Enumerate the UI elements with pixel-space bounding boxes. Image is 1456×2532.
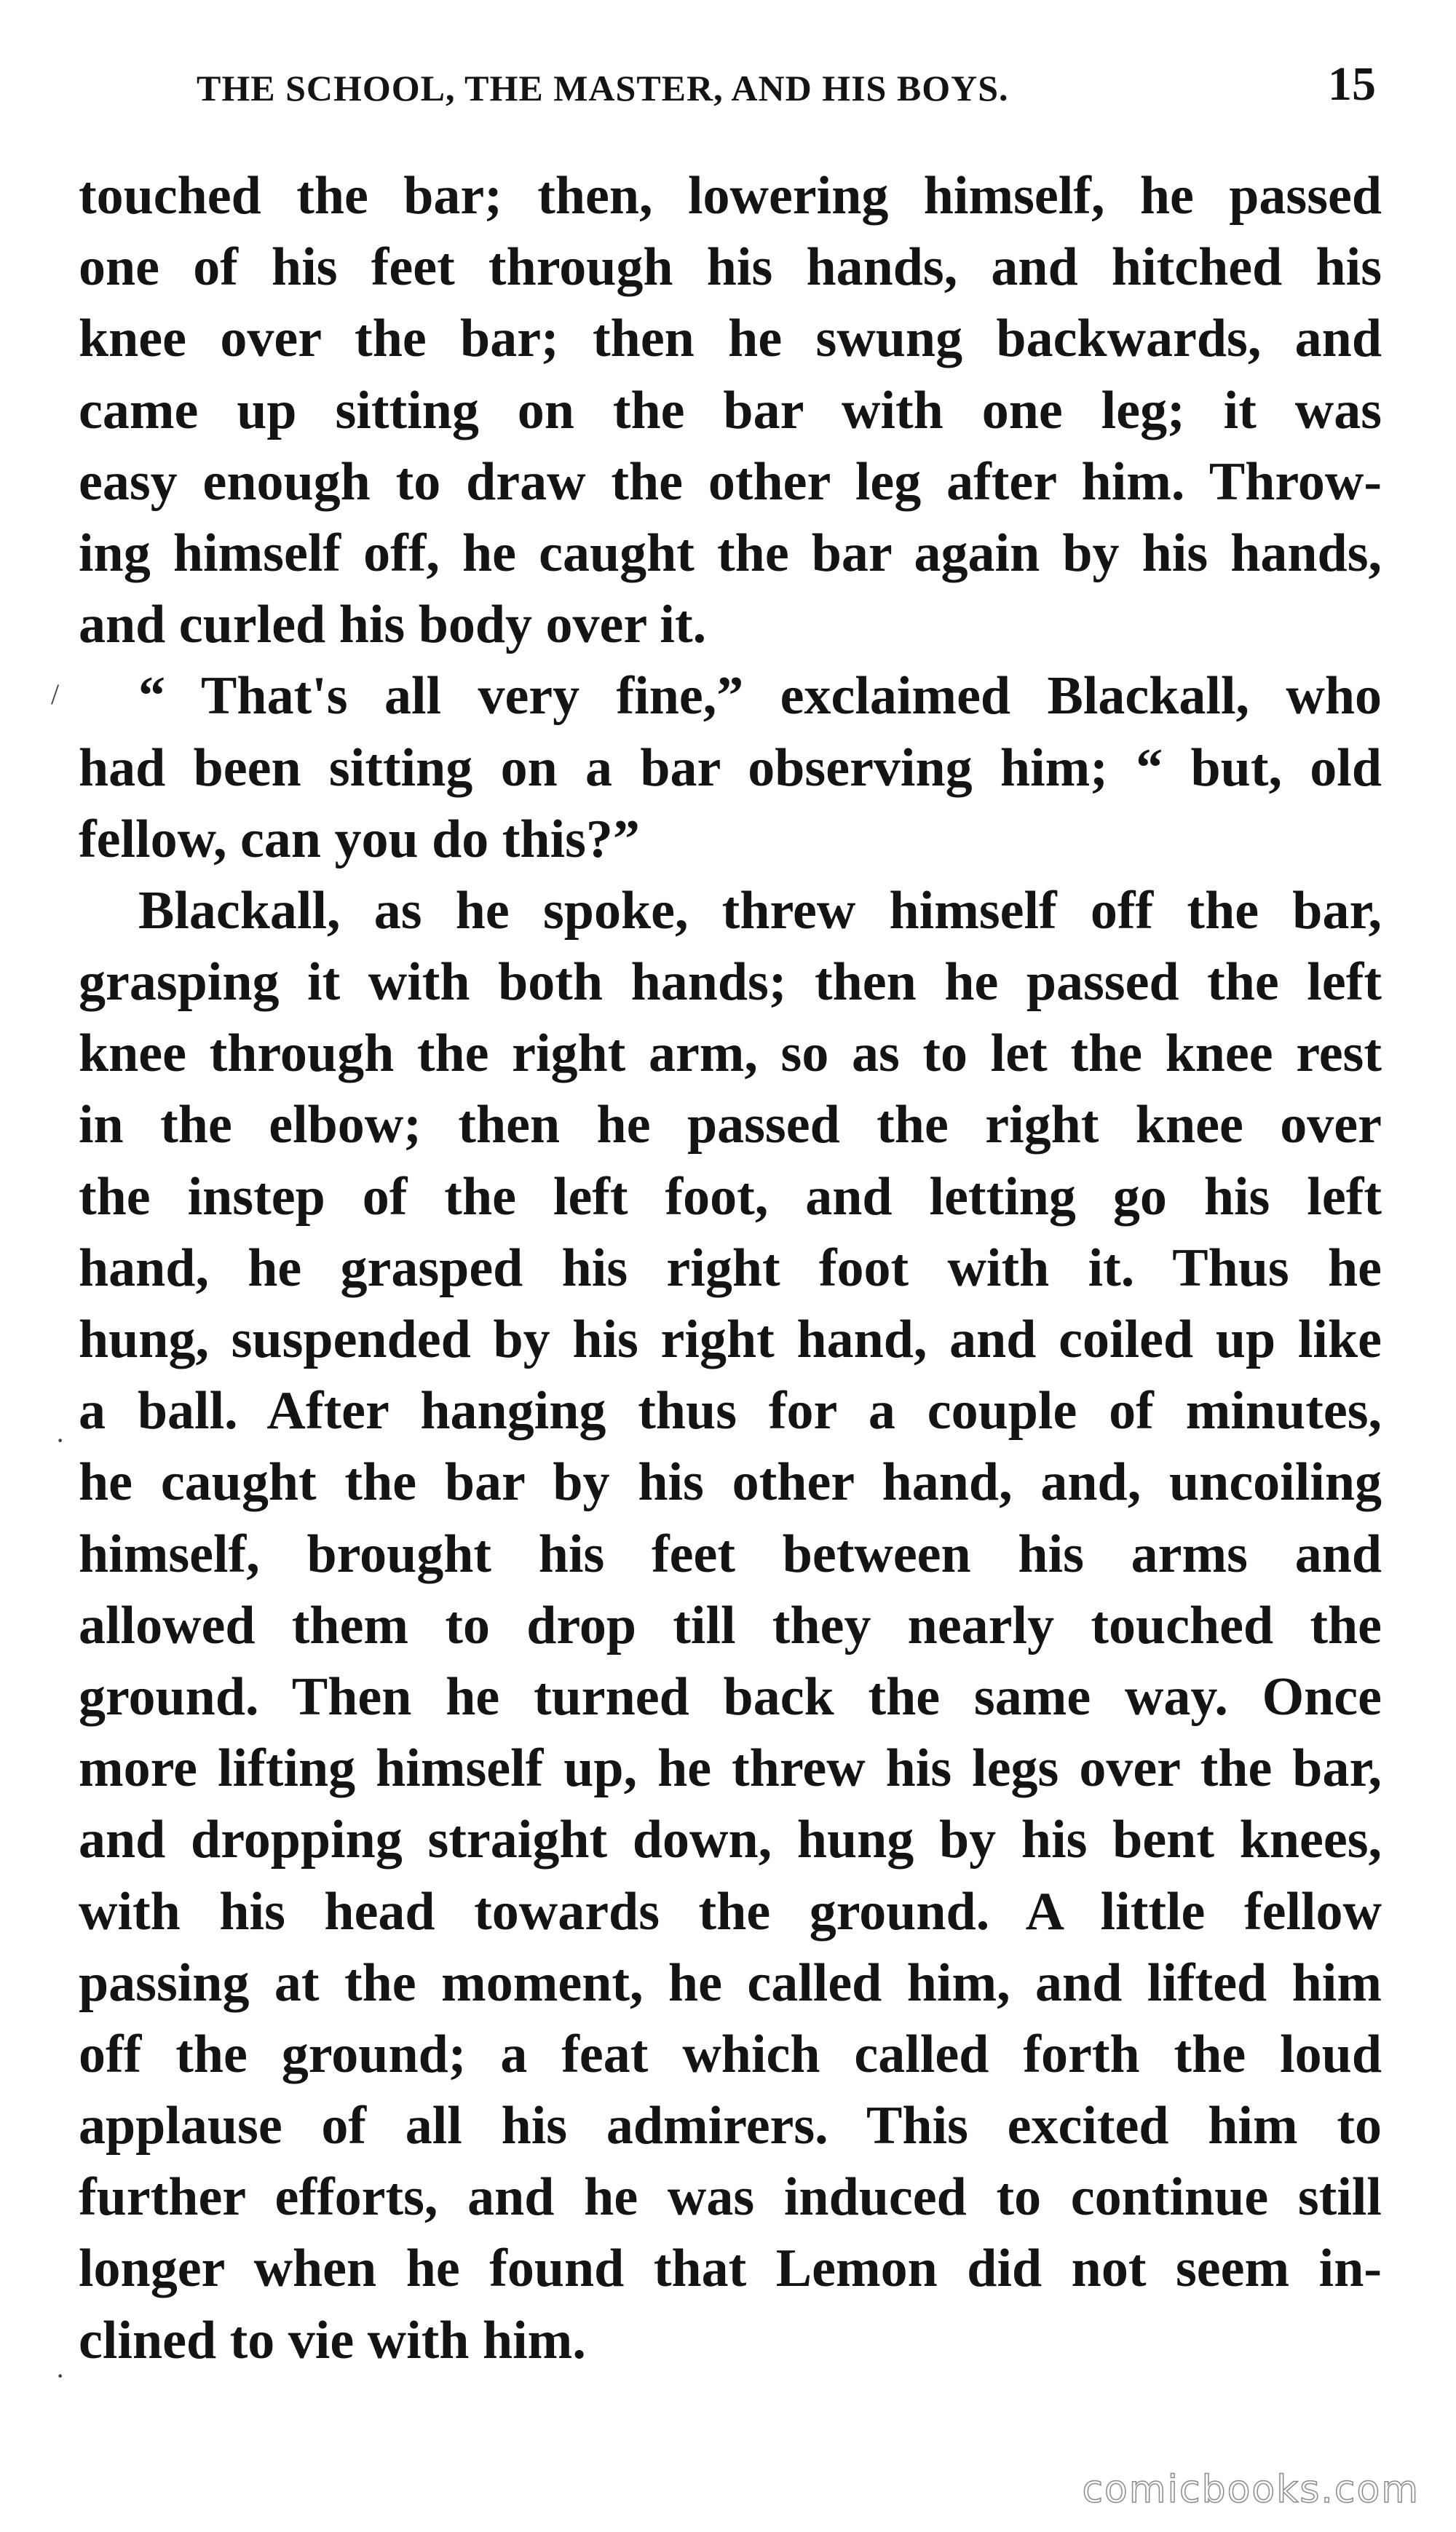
text-line: ground. Then he turned back the same way. Once: [79, 1666, 1382, 1727]
text-line: one of his feet through his hands, and hitched his: [79, 237, 1382, 298]
margin-mark: ·: [55, 1424, 66, 1457]
text-line: the instep of the left foot, and letting go his left: [79, 1166, 1382, 1227]
text-line: and dropping straight down, hung by his bent knees,: [79, 1810, 1382, 1870]
text-line: a ball. After hanging thus for a couple of minutes,: [79, 1381, 1382, 1441]
text-line: he caught the bar by his other hand, and, uncoiling: [79, 1452, 1382, 1513]
text-line: in the elbow; then he passed the right knee over: [79, 1095, 1382, 1155]
text-line: off the ground; a feat which called forth the loud: [79, 2024, 1382, 2084]
running-head-title: THE SCHOOL, THE MASTER, AND HIS BOYS.: [197, 68, 1009, 108]
text-line: knee over the bar; then he swung backwards, and: [79, 309, 1382, 369]
text-line: came up sitting on the bar with one leg; it was: [79, 380, 1382, 440]
text-line: himself, brought his feet between his arms and: [79, 1524, 1382, 1584]
text-line: had been sitting on a bar observing him; “ but, old: [79, 737, 1382, 798]
text-line: allowed them to drop till they nearly touched the: [79, 1595, 1382, 1655]
text-line: easy enough to draw the other leg after him. Throw-: [79, 451, 1382, 512]
text-line: “ That's all very fine,” exclaimed Blackall, who: [138, 666, 1382, 727]
text-line: Blackall, as he spoke, threw himself off the bar,: [138, 880, 1382, 941]
text-line: ing himself off, he caught the bar again by his hands,: [79, 523, 1382, 583]
text-line: more lifting himself up, he threw his legs over the bar,: [79, 1738, 1382, 1799]
watermark-logo: comicbooks.com: [1082, 2468, 1420, 2512]
text-line: fellow, can you do this?”: [79, 809, 640, 869]
text-line: applause of all his admirers. This excited him to: [79, 2096, 1382, 2156]
margin-mark: /: [51, 678, 60, 711]
text-line: clined to vie with him.: [79, 2310, 586, 2370]
margin-mark: ·: [55, 2359, 66, 2392]
page-number: 15: [1328, 58, 1376, 111]
text-line: and curled his body over it.: [79, 595, 707, 655]
text-line: hung, suspended by his right hand, and coiled up like: [79, 1310, 1382, 1369]
text-line: grasping it with both hands; then he passed the left: [79, 952, 1382, 1013]
running-head: [197, 57, 1376, 122]
text-line: passing at the moment, he called him, and lifted him: [79, 1953, 1382, 2013]
text-line: with his head towards the ground. A little fellow: [79, 1881, 1382, 1942]
text-line: longer when he found that Lemon did not seem in-: [79, 2239, 1382, 2299]
text-line: touched the bar; then, lowering himself, he passed: [79, 166, 1382, 226]
text-line: further efforts, and he was induced to continue still: [79, 2167, 1382, 2228]
text-line: knee through the right arm, so as to let the knee rest: [79, 1024, 1382, 1084]
body-text: [79, 160, 1382, 2376]
text-line: hand, he grasped his right foot with it. Thus he: [79, 1238, 1382, 1298]
